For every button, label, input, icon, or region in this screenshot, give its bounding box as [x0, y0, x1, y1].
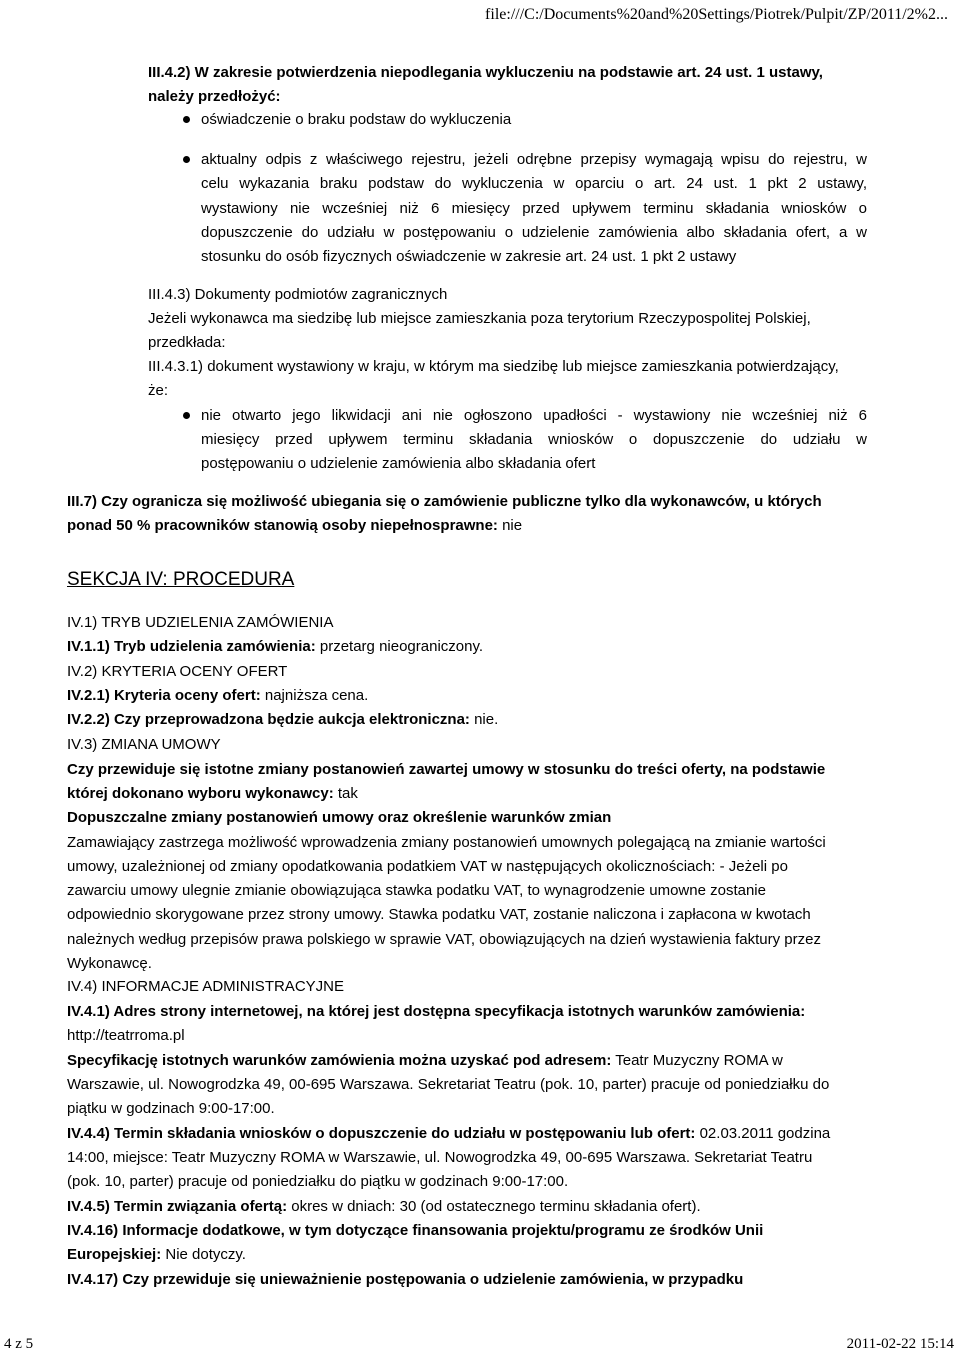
iv-2-2-line: [67, 711, 498, 729]
section-iii-4-3-line: Jeżeli wykonawca ma siedzibę lub miejsce zamieszkania poza terytorium Rzeczypospolitej Polskiej,: [148, 310, 811, 327]
field-label: Europejskiej:: [67, 1246, 162, 1263]
print-header-url: file:///C:/Documents%20and%20Settings/Piotrek/Pulpit/ZP/2011/2%2...: [485, 6, 948, 23]
iv-4-5-line: [67, 1198, 701, 1216]
answer-value: nie: [497, 517, 523, 534]
iv-4-17-label: IV.4.17) Czy przewiduje się unieważnienie postępowania o udzielenie zamówienia, w przypadku: [67, 1271, 744, 1288]
bullet-item-line: dopuszczenie do udziału w postępowaniu o udzielenie zamówienia albo składania ofert, a w: [201, 224, 867, 241]
field-label: IV.2.1) Kryteria oceny ofert:: [67, 687, 261, 704]
iv-4-4-line: 14:00, miejsce: Teatr Muzyczny ROMA w Warszawie, ul. Nowogrodzka 49, 00-695 Warszawa. Sekretariat Teatru: [67, 1149, 813, 1166]
iv-2-heading: IV.2) KRYTERIA OCENY OFERT: [67, 663, 288, 680]
paragraph-line: odpowiednio skorygowane przez strony umowy. Stawka podatku VAT, zostanie naliczona i zapłacona w kwotach: [67, 906, 811, 923]
paragraph-line: należnych według przepisów prawa polskiego w sprawie VAT, obowiązujących na dzień wystawienia faktury przez: [67, 931, 821, 948]
section-iii-4-2-line2: należy przedłożyć:: [148, 88, 281, 105]
field-value: najniższa cena.: [260, 687, 369, 704]
question-text: ponad 50 % pracowników stanowią osoby niepełnosprawne:: [67, 517, 498, 534]
field-value: Nie dotyczy.: [161, 1246, 246, 1263]
iv-2-1-line: [67, 687, 368, 705]
field-label: IV.4.4) Termin składania wniosków o dopuszczenie do udziału w postępowaniu lub ofert:: [67, 1125, 696, 1142]
iv-1-1-line: [67, 638, 483, 656]
field-value: przetarg nieograniczony.: [315, 638, 484, 655]
paragraph-line: Wykonawcę.: [67, 955, 152, 972]
bullet-item-line: miesięcy przed upływem terminu składania wniosków o dopuszczenie do udziału w: [201, 431, 867, 448]
field-label: IV.2.2) Czy przeprowadzona będzie aukcja elektroniczna:: [67, 711, 470, 728]
bullet-item: oświadczenie o braku podstaw do wykluczenia: [201, 111, 512, 128]
question-text: której dokonano wyboru wykonawcy:: [67, 785, 334, 802]
bullet-item-line: celu wykazania braku podstaw do wykluczenia w oparciu o art. 24 ust. 1 pkt 2 ustawy,: [201, 175, 867, 192]
field-label: IV.4.5) Termin związania ofertą:: [67, 1198, 288, 1215]
page-number: 4 z 5: [4, 1336, 34, 1352]
bullet-item-line: postępowaniu o udzielenie zamówienia albo składania ofert: [201, 455, 596, 472]
field-value: 02.03.2011 godzina: [695, 1125, 831, 1142]
iv-3-question-line2: [67, 785, 358, 803]
iv-4-4-line: (pok. 10, parter) pracuje od poniedziałku do piątku w godzinach 9:00-17:00.: [67, 1173, 569, 1190]
iv-4-heading: IV.4) INFORMACJE ADMINISTRACYJNE: [67, 978, 344, 995]
siwz-line: piątku w godzinach 9:00-17:00.: [67, 1100, 275, 1117]
field-value: nie.: [469, 711, 499, 728]
answer-value: tak: [333, 785, 358, 802]
iv-4-4-line: [67, 1125, 830, 1143]
iv-4-16-label: IV.4.16) Informacje dodatkowe, w tym dotyczące finansowania projektu/programu ze środków Unii: [67, 1222, 764, 1239]
bullet-icon: [183, 412, 190, 419]
iv-3-question-line1: Czy przewiduje się istotne zmiany postanowień zawartej umowy w stosunku do treści oferty, na podstawie: [67, 761, 826, 778]
bullet-icon: [183, 156, 190, 163]
website-link[interactable]: http://teatrroma.pl: [67, 1027, 185, 1044]
section-iii-4-3-title: III.4.3) Dokumenty podmiotów zagranicznych: [148, 286, 448, 303]
iv-4-16-line: [67, 1246, 246, 1264]
paragraph-line: Zamawiający zastrzega możliwość wprowadzenia zmiany postanowień umownych polegającą na zmianie wartości: [67, 834, 826, 851]
section-iii-4-3-line: przedkłada:: [148, 334, 226, 351]
iv-3-subheading: Dopuszczalne zmiany postanowień umowy oraz określenie warunków zmian: [67, 809, 612, 826]
siwz-line: Warszawie, ul. Nowogrodzka 49, 00-695 Warszawa. Sekretariat Teatru (pok. 10, parter) pracuje od poniedziałku do: [67, 1076, 830, 1093]
section-iii-7-line1: III.7) Czy ogranicza się możliwość ubiegania się o zamówienie publiczne tylko dla wykonawców, u których: [67, 493, 822, 510]
section-title: SEKCJA IV: PROCEDURA: [67, 569, 295, 590]
paragraph-line: zawarciu umowy ulegnie zmianie obowiązująca stawka podatku VAT, to wynagrodzenie umowne zostanie: [67, 882, 766, 899]
section-iii-7-line2: [67, 517, 522, 535]
bullet-item-line: aktualny odpis z właściwego rejestru, jeżeli odrębne przepisy wymagają wpisu do rejestru, w: [201, 151, 867, 168]
field-label: IV.1.1) Tryb udzielenia zamówienia:: [67, 638, 316, 655]
bullet-item-line: nie otwarto jego likwidacji ani nie ogłoszono upadłości - wystawiony nie wcześniej niż 6: [201, 407, 867, 424]
section-iii-4-3-1-line: III.4.3.1) dokument wystawiony w kraju, w którym ma siedzibę lub miejsce zamieszkania potwierdzający,: [148, 358, 839, 375]
field-value: Teatr Muzyczny ROMA w: [611, 1052, 783, 1069]
iv-4-1-label: IV.4.1) Adres strony internetowej, na której jest dostępna specyfikacja istotnych warunków zamówienia:: [67, 1003, 806, 1020]
iv-1-heading: IV.1) TRYB UDZIELENIA ZAMÓWIENIA: [67, 614, 334, 631]
siwz-line: [67, 1052, 783, 1070]
bullet-item-line: wystawiony nie wcześniej niż 6 miesięcy przed upływem terminu składania wniosków o: [201, 200, 867, 217]
section-iii-4-3-1-line: że:: [148, 382, 169, 399]
field-value: okres w dniach: 30 (od ostatecznego terminu składania ofert).: [287, 1198, 701, 1215]
bullet-item-line: stosunku do osób fizycznych oświadczenie w zakresie art. 24 ust. 1 pkt 2 ustawy: [201, 248, 737, 265]
print-datetime: 2011-02-22 15:14: [846, 1336, 954, 1352]
field-label: Specyfikację istotnych warunków zamówienia można uzyskać pod adresem:: [67, 1052, 612, 1069]
paragraph-line: umowy, uzależnionej od zmiany opodatkowania podatkiem VAT w następujących okolicznościach: - Jeżeli po: [67, 858, 788, 875]
iv-3-heading: IV.3) ZMIANA UMOWY: [67, 736, 221, 753]
bullet-icon: [183, 116, 190, 123]
section-iii-4-2-line1: III.4.2) W zakresie potwierdzenia niepodlegania wykluczeniu na podstawie art. 24 ust. 1 ustawy,: [148, 64, 823, 81]
